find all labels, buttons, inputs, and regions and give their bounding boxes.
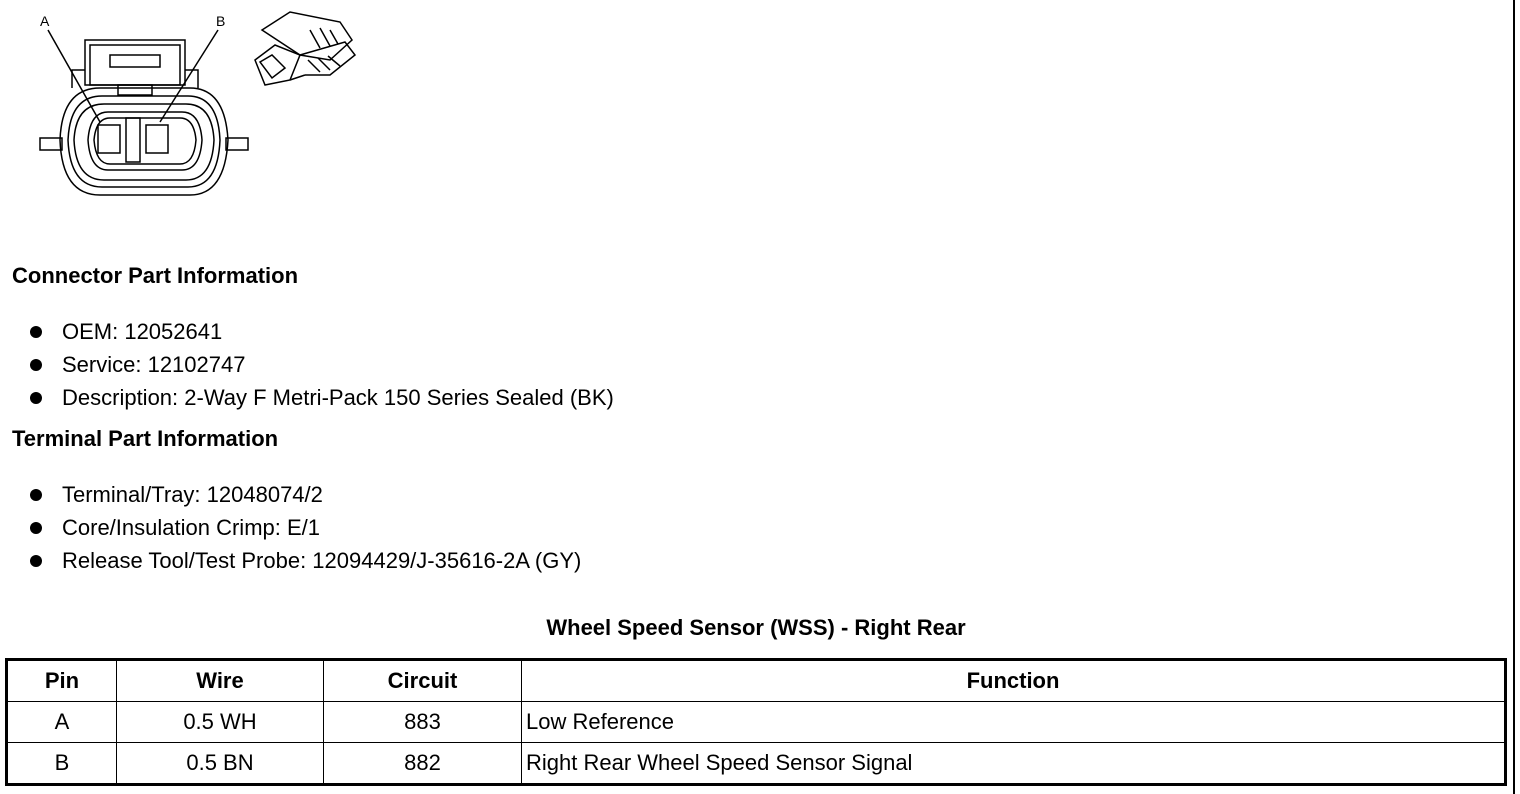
cell-function: Right Rear Wheel Speed Sensor Signal bbox=[522, 743, 1506, 785]
page-right-border bbox=[1513, 0, 1515, 794]
list-item: Description: 2-Way F Metri-Pack 150 Series Sealed (BK) bbox=[0, 381, 614, 414]
cell-function: Low Reference bbox=[522, 702, 1506, 743]
bullet-icon bbox=[30, 392, 42, 404]
cell-pin: B bbox=[7, 743, 117, 785]
list-item: OEM: 12052641 bbox=[0, 315, 614, 348]
header-pin: Pin bbox=[7, 660, 117, 702]
pin-table bbox=[5, 658, 1507, 786]
cell-pin: A bbox=[7, 702, 117, 743]
connector-part-info-title: Connector Part Information bbox=[12, 263, 299, 288]
cell-wire: 0.5 BN bbox=[117, 743, 324, 785]
pin-a-cavity bbox=[98, 125, 120, 153]
header-circuit: Circuit bbox=[324, 660, 522, 702]
bullet-icon bbox=[30, 522, 42, 534]
list-item: Terminal/Tray: 12048074/2 bbox=[0, 478, 581, 511]
list-item: Service: 12102747 bbox=[0, 348, 614, 381]
list-item: Core/Insulation Crimp: E/1 bbox=[0, 511, 581, 544]
cell-circuit: 883 bbox=[324, 702, 522, 743]
bullet-icon bbox=[30, 489, 42, 501]
connector-isometric-icon bbox=[255, 12, 355, 85]
cell-circuit: 882 bbox=[324, 743, 522, 785]
bullet-icon bbox=[30, 326, 42, 338]
bullet-icon bbox=[30, 359, 42, 371]
pin-table-title: Wheel Speed Sensor (WSS) - Right Rear bbox=[546, 615, 966, 640]
table-row bbox=[7, 743, 1506, 785]
connector-face-drawing bbox=[0, 0, 380, 210]
connector-part-info-list bbox=[0, 315, 614, 414]
pin-b-label: B bbox=[216, 13, 226, 29]
cell-wire: 0.5 WH bbox=[117, 702, 324, 743]
header-function: Function bbox=[522, 660, 1506, 702]
header-wire: Wire bbox=[117, 660, 324, 702]
terminal-part-info-title: Terminal Part Information bbox=[12, 426, 279, 451]
pin-a-label: A bbox=[40, 13, 50, 29]
table-row bbox=[7, 702, 1506, 743]
pin-a-leader bbox=[48, 30, 100, 122]
pin-b-cavity bbox=[146, 125, 168, 153]
terminal-part-info-list bbox=[0, 478, 581, 577]
table-header-row bbox=[7, 660, 1506, 702]
bullet-icon bbox=[30, 555, 42, 567]
connector-diagram bbox=[0, 0, 380, 210]
pin-b-leader bbox=[160, 30, 218, 122]
list-item: Release Tool/Test Probe: 12094429/J-35616-2A (GY) bbox=[0, 544, 581, 577]
